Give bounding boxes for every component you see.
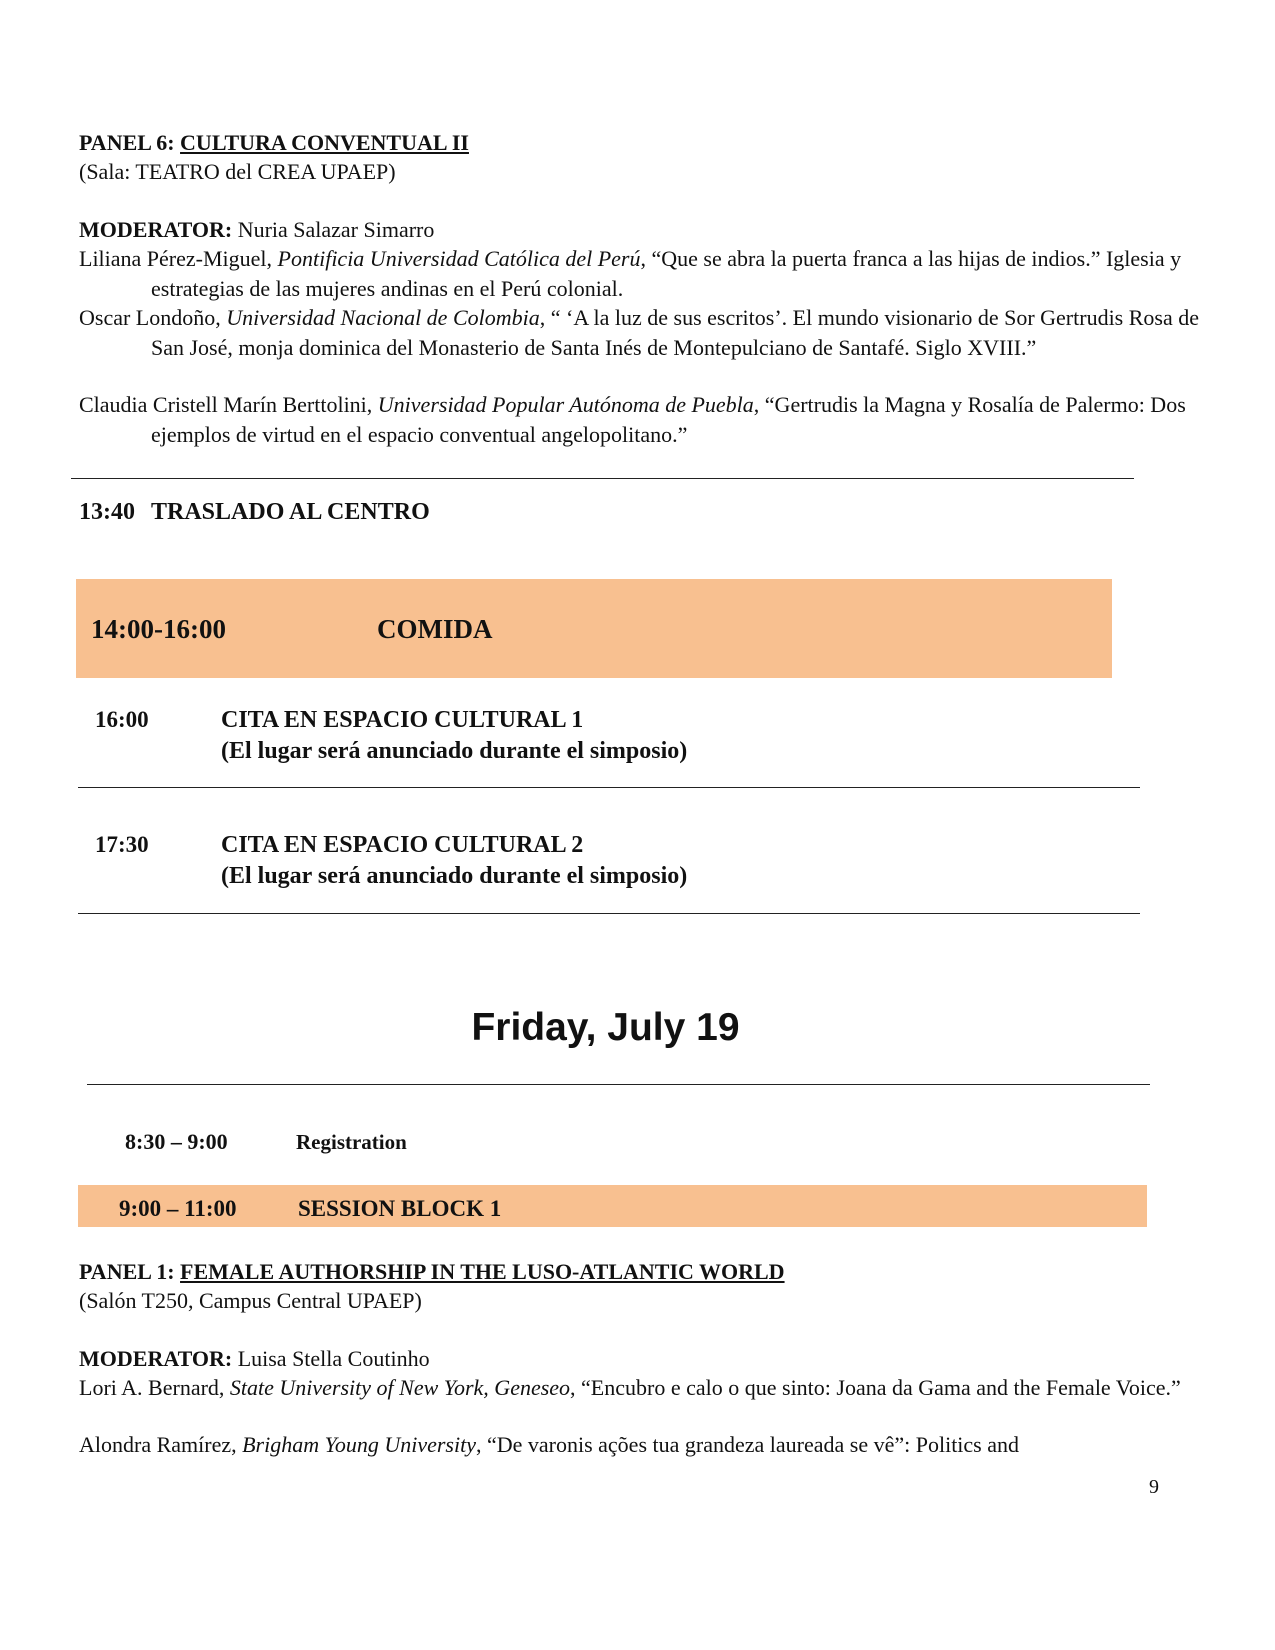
- cita2-title: CITA EN ESPACIO CULTURAL 2: [221, 832, 584, 858]
- panel1-entry: [79, 1373, 1231, 1403]
- comida-band: [76, 579, 1112, 678]
- panel1-moderator: [79, 1344, 430, 1374]
- moderator-name: Luisa Stella Coutinho: [232, 1346, 430, 1371]
- panel6-room: (Sala: TEATRO del CREA UPAEP): [79, 159, 396, 184]
- panel1-title: FEMALE AUTHORSHIP IN THE LUSO-ATLANTIC WORLD: [180, 1259, 785, 1284]
- entry-author: Claudia Cristell Marín Berttolini,: [79, 392, 378, 417]
- comida-time: 14:00-16:00: [91, 614, 226, 644]
- cita1-time: 16:00: [95, 707, 149, 732]
- entry-institution: Universidad Nacional de Colombia: [226, 305, 540, 330]
- panel1-label: PANEL 1:: [79, 1259, 181, 1284]
- entry-title: , “Encubro e calo o que sinto: Joana da Gama and the Female Voice.”: [570, 1375, 1181, 1400]
- entry-author: Lori A. Bernard,: [79, 1375, 230, 1400]
- registration-label: Registration: [296, 1130, 407, 1154]
- traslado-row: [79, 497, 430, 527]
- divider: [78, 913, 1140, 914]
- cita1-title: CITA EN ESPACIO CULTURAL 1: [221, 707, 584, 733]
- comida-label: COMIDA: [377, 614, 493, 644]
- entry-title: , “De varonis ações tua grandeza laureada se vê”: Politics and: [475, 1432, 1020, 1457]
- cita2-time: 17:30: [95, 832, 149, 857]
- moderator-label: MODERATOR:: [79, 217, 233, 242]
- panel6-entry: [79, 244, 1261, 304]
- entry-author: Liliana Pérez-Miguel,: [79, 246, 278, 271]
- session-block-band: [78, 1185, 1147, 1227]
- panel1-heading: [79, 1257, 785, 1287]
- divider: [78, 787, 1140, 788]
- moderator-label: MODERATOR:: [79, 1346, 233, 1371]
- panel6-entry: [79, 303, 1201, 363]
- panel1-entry: [79, 1430, 1261, 1460]
- cita2-note: (El lugar será anunciado durante el simposio): [221, 863, 688, 889]
- panel1-room: (Salón T250, Campus Central UPAEP): [79, 1288, 422, 1313]
- entry-institution: Pontificia Universidad Católica del Perú: [277, 246, 641, 271]
- day-heading: Friday, July 19: [471, 1006, 740, 1049]
- traslado-label: TRASLADO AL CENTRO: [151, 499, 430, 525]
- entry-institution: Universidad Popular Autónoma de Puebla: [377, 392, 754, 417]
- divider: [87, 1084, 1150, 1085]
- entry-institution: State University of New York, Geneseo: [229, 1375, 571, 1400]
- panel6-entry: [79, 390, 1211, 450]
- panel6-label: PANEL 6:: [79, 130, 181, 155]
- panel6-moderator: [79, 215, 434, 245]
- entry-title: , “Gertrudis la Magna y Rosalía de Palermo: Dos ejemplos de virtud en el espacio conventual angelopolitano.”: [151, 392, 1186, 447]
- entry-institution: Brigham Young University: [242, 1432, 476, 1457]
- entry-title: , “Que se abra la puerta franca a las hijas de indios.” Iglesia y estrategias de las mujeres andinas en el Perú colonial.: [151, 246, 1182, 301]
- cita1-note: (El lugar será anunciado durante el simposio): [221, 738, 688, 764]
- entry-author: Alondra Ramírez,: [79, 1432, 243, 1457]
- moderator-name: Nuria Salazar Simarro: [232, 217, 435, 242]
- page-number: 9: [1149, 1476, 1159, 1498]
- entry-author: Oscar Londoño,: [79, 305, 227, 330]
- session-block-time: 9:00 – 11:00: [119, 1196, 237, 1221]
- divider: [71, 478, 1134, 479]
- panel6-title: CULTURA CONVENTUAL II: [180, 130, 469, 155]
- panel6-heading: [79, 128, 469, 158]
- registration-time: 8:30 – 9:00: [125, 1129, 228, 1154]
- traslado-time: 13:40: [79, 499, 135, 525]
- session-block-label: SESSION BLOCK 1: [298, 1196, 502, 1221]
- entry-title: , “ ‘A la luz de sus escritos’. El mundo visionario de Sor Gertrudis Rosa de San José, monja dominica del Monasterio de Santa Inés de Montepulciano de Santafé. Siglo XVIII.”: [151, 305, 1200, 360]
